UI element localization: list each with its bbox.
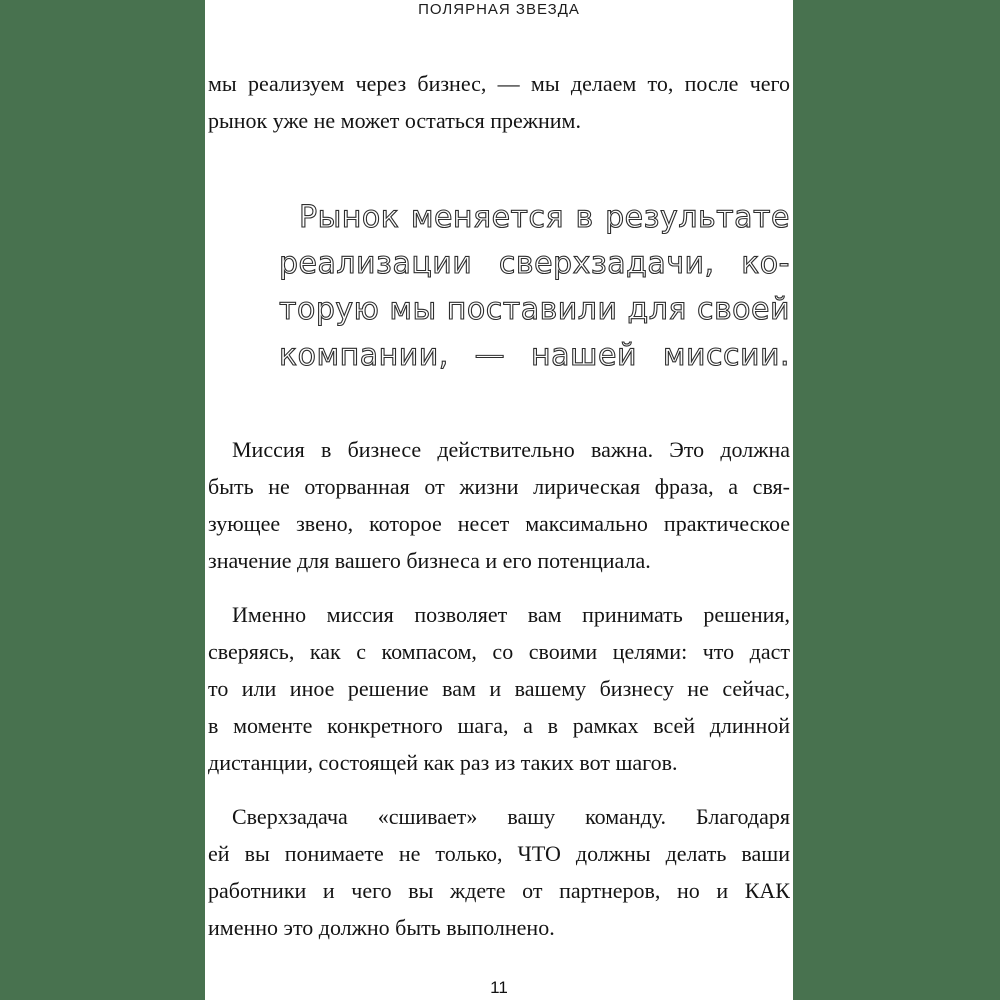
- text-line: рынок уже не может остаться прежним.: [208, 108, 581, 133]
- text-line: быть не оторванная от жизни лирическая фраза, а свя-: [208, 474, 790, 499]
- text-line: мы реализуем через бизнес, — мы делаем то, после чего: [208, 71, 790, 96]
- text-line: компании, — нашей миссии.: [279, 338, 790, 373]
- text-line: ей вы понимаете не только, ЧТО должны делать ваши: [208, 841, 790, 866]
- text-line: сверяясь, как с компасом, со своими целями: что даст: [208, 639, 790, 664]
- text-line: зующее звено, которое несет максимально практическое: [208, 511, 790, 536]
- text-line: то или иное решение вам и вашему бизнесу не сейчас,: [208, 676, 790, 701]
- text-line: именно это должно быть выполнено.: [208, 915, 555, 940]
- text-line: значение для вашего бизнеса и его потенциала.: [208, 548, 651, 573]
- text-line: Рынок меняется в результате: [299, 200, 790, 235]
- page-number: 11: [490, 978, 508, 997]
- body-paragraph-compass: [208, 596, 790, 781]
- body-paragraph-team: [208, 798, 790, 946]
- body-paragraph-continuation: [208, 65, 790, 139]
- text-line: работники и чего вы ждете от партнеров, но и КАК: [208, 878, 790, 903]
- running-header: ПОЛЯРНАЯ ЗВЕЗДА: [418, 1, 580, 18]
- text-line: в моменте конкретного шага, а в рамках всей длинной: [208, 713, 790, 738]
- text-line: Именно миссия позволяет вам принимать решения,: [232, 602, 790, 627]
- text-line: торую мы поставили для своей: [279, 292, 790, 327]
- pull-quote: [279, 195, 790, 379]
- text-line: Сверхзадача «сшивает» вашу команду. Благодаря: [232, 804, 790, 829]
- text-line: дистанции, состоящей как раз из таких вот шагов.: [208, 750, 678, 775]
- text-line: Миссия в бизнесе действительно важна. Это должна: [232, 437, 790, 462]
- text-line: реализации сверхзадачи, ко-: [279, 246, 790, 281]
- body-paragraph-mission: [208, 431, 790, 579]
- book-page: [205, 0, 793, 1000]
